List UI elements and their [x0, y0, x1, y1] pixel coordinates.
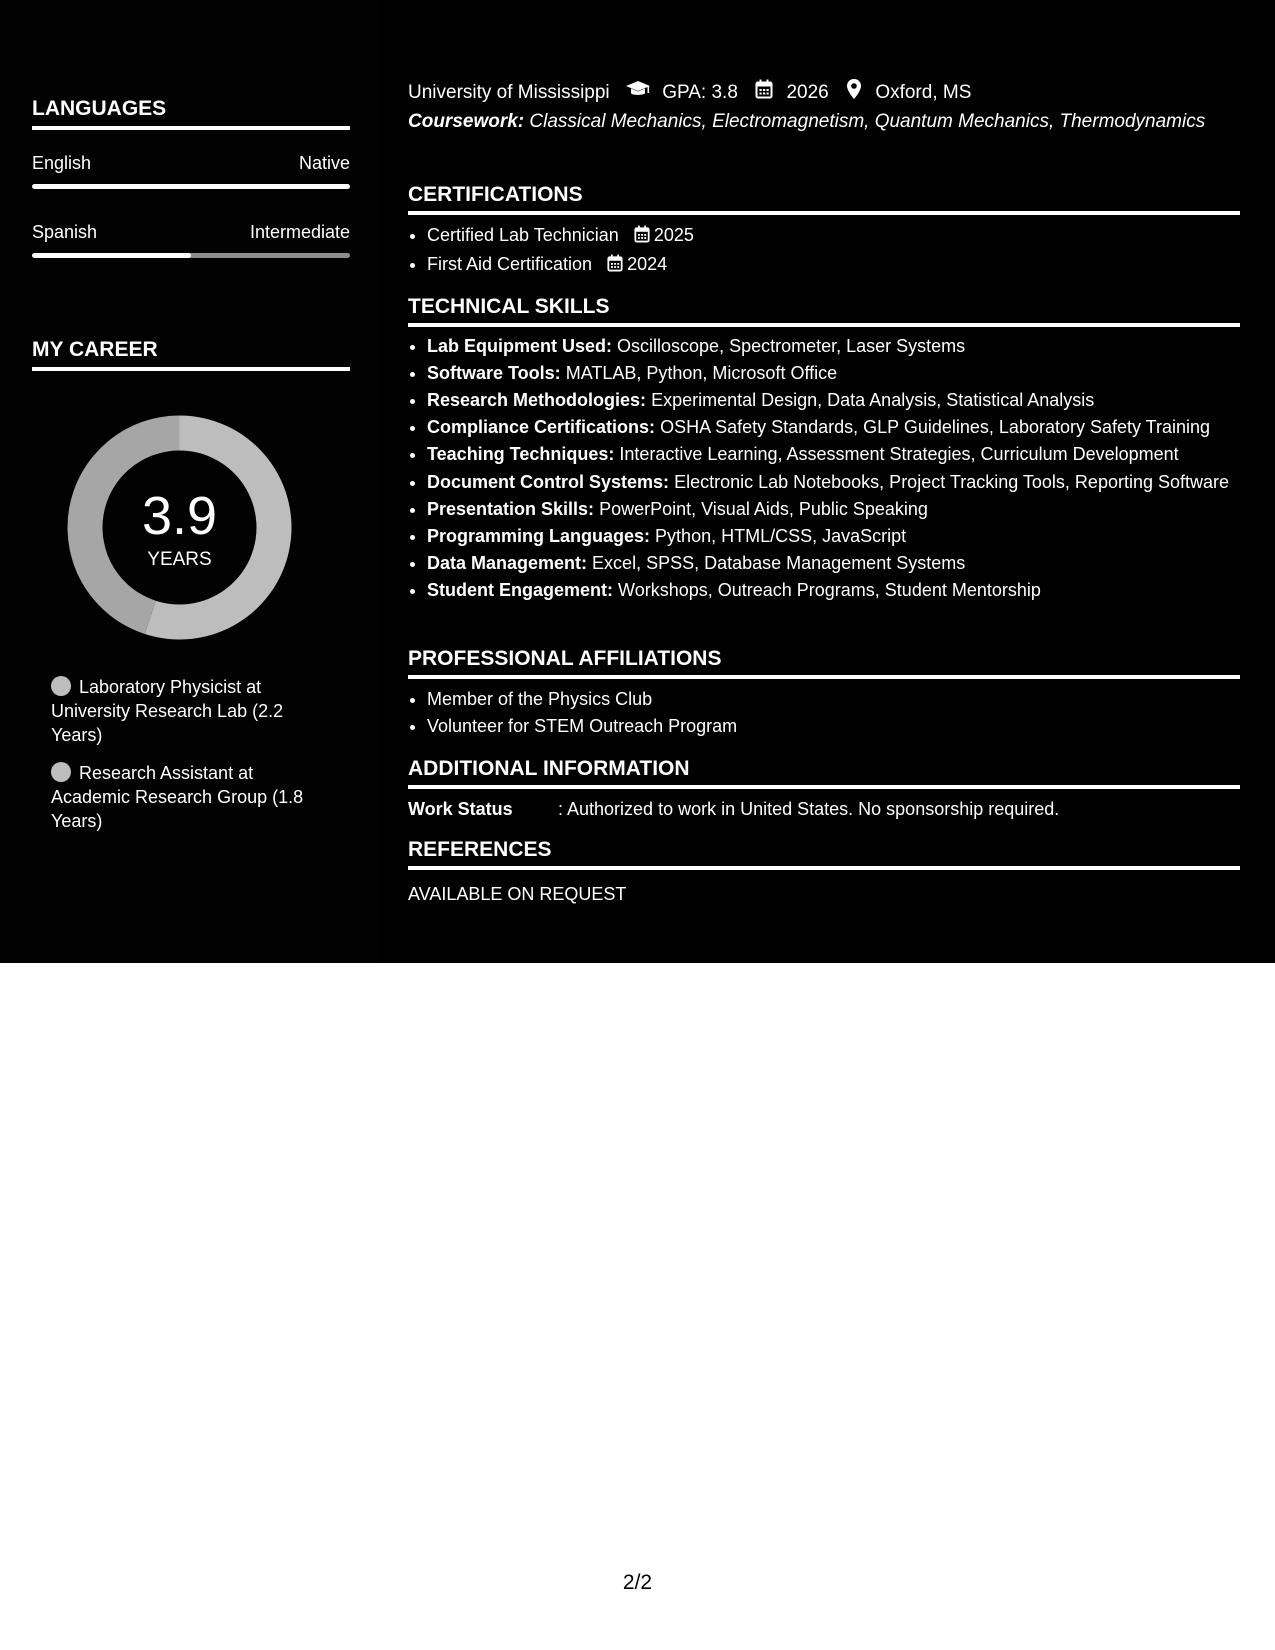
- skill-item: [427, 333, 1259, 360]
- work-status-label: Work Status: [408, 799, 513, 819]
- career-total-years: 3.9: [141, 486, 218, 546]
- skill-value: PowerPoint, Visual Aids, Public Speaking: [599, 499, 928, 519]
- skill-label: Compliance Certifications:: [427, 417, 656, 437]
- additional-info-heading: ADDITIONAL INFORMATION: [408, 756, 1240, 789]
- skill-value: Experimental Design, Data Analysis, Statistical Analysis: [651, 390, 1095, 410]
- affiliation-item: • Member of the Physics Club: [427, 686, 1259, 713]
- location: Oxford, MS: [875, 82, 972, 103]
- skill-label: Presentation Skills:: [427, 499, 595, 519]
- skill-value: Interactive Learning, Assessment Strategies, Curriculum Development: [619, 444, 1179, 464]
- skill-label: Research Methodologies:: [427, 390, 647, 410]
- skill-value: Electronic Lab Notebooks, Project Tracking Tools, Reporting Software: [674, 472, 1230, 492]
- certification-item: [427, 222, 1259, 251]
- calendar-icon: [755, 79, 773, 107]
- skill-value: Oscilloscope, Spectrometer, Laser Systems: [617, 336, 966, 356]
- certification-item: [427, 251, 1259, 280]
- skill-label: Document Control Systems:: [427, 472, 670, 492]
- skill-label: Software Tools:: [427, 363, 561, 383]
- skill-item: [427, 414, 1259, 441]
- language-bar-english: [32, 184, 350, 189]
- skill-item: [427, 387, 1259, 414]
- skill-label: Data Management:: [427, 553, 588, 573]
- languages-heading: LANGUAGES: [32, 96, 350, 130]
- skill-value: MATLAB, Python, Microsoft Office: [565, 363, 838, 383]
- certifications-list: [408, 222, 1259, 280]
- skill-label: Lab Equipment Used:: [427, 336, 613, 356]
- language-name: Spanish: [32, 222, 98, 242]
- skill-value: Python, HTML/CSS, JavaScript: [655, 526, 907, 546]
- affiliation-item: • Volunteer for STEM Outreach Program: [427, 713, 1259, 740]
- career-legend-dot: [51, 676, 71, 696]
- career-legend-dot: [51, 762, 71, 782]
- certification-year: 2025: [653, 225, 694, 245]
- sidebar: [0, 0, 380, 963]
- career-total-unit: YEARS: [147, 549, 212, 570]
- language-bar-spanish: [32, 253, 350, 258]
- skill-value: Excel, SPSS, Database Management Systems: [592, 553, 966, 573]
- calendar-icon: [634, 224, 650, 251]
- technical-skills-list: [408, 333, 1259, 604]
- calendar-icon: [607, 253, 623, 280]
- skill-item: [427, 523, 1259, 550]
- certification-name: First Aid Certification: [427, 254, 593, 274]
- gpa: GPA: 3.8: [662, 82, 738, 103]
- coursework: [408, 110, 1240, 134]
- certifications-heading: CERTIFICATIONS: [408, 182, 1240, 215]
- career-heading: MY CAREER: [32, 337, 350, 371]
- affiliations-list: [408, 686, 1259, 740]
- school-name: University of Mississippi: [408, 82, 610, 103]
- skill-item: [427, 468, 1259, 496]
- career-item-1: [51, 675, 321, 747]
- skill-item: [427, 496, 1259, 523]
- technical-skills-heading: TECHNICAL SKILLS: [408, 294, 1240, 327]
- language-level: Native: [298, 153, 350, 173]
- skill-item: [427, 360, 1259, 387]
- language-level: Intermediate: [249, 222, 350, 242]
- certification-name: Certified Lab Technician: [427, 225, 619, 245]
- career-item-text: Research Assistant at Academic Research Group (1.8 Years): [51, 763, 304, 831]
- skill-item: [427, 550, 1259, 577]
- coursework-label: Coursework:: [408, 111, 525, 132]
- career-item-2: [51, 761, 321, 833]
- skill-item: [427, 441, 1259, 468]
- skill-label: Student Engagement:: [427, 580, 614, 600]
- language-bar-fill: [32, 184, 350, 189]
- career-donut-chart: [67, 415, 292, 640]
- location-pin-icon: [846, 78, 862, 108]
- skill-item: [427, 577, 1259, 604]
- certification-year: 2024: [627, 254, 668, 274]
- language-bar-fill: [32, 253, 191, 258]
- graduation-cap-icon: [625, 80, 651, 106]
- affiliations-heading: PROFESSIONAL AFFILIATIONS: [408, 646, 1240, 679]
- work-status-value: : Authorized to work in United States. No sponsorship required.: [558, 799, 1060, 819]
- skill-value: Workshops, Outreach Programs, Student Mentorship: [618, 580, 1041, 600]
- page-number: 2/2: [622, 1571, 653, 1594]
- references-text: AVAILABLE ON REQUEST: [408, 884, 627, 904]
- skill-label: Programming Languages:: [427, 526, 651, 546]
- language-name: English: [32, 153, 92, 173]
- skill-value: OSHA Safety Standards, GLP Guidelines, Laboratory Safety Training: [660, 417, 1211, 437]
- skill-label: Teaching Techniques:: [427, 444, 615, 464]
- career-item-text: Laboratory Physicist at University Research Lab (2.2 Years): [51, 677, 284, 745]
- references-heading: REFERENCES: [408, 837, 1240, 870]
- coursework-text: Classical Mechanics, Electromagnetism, Quantum Mechanics, Thermodynamics: [529, 111, 1206, 132]
- graduation-year: 2026: [786, 82, 829, 103]
- education-line: [408, 78, 971, 108]
